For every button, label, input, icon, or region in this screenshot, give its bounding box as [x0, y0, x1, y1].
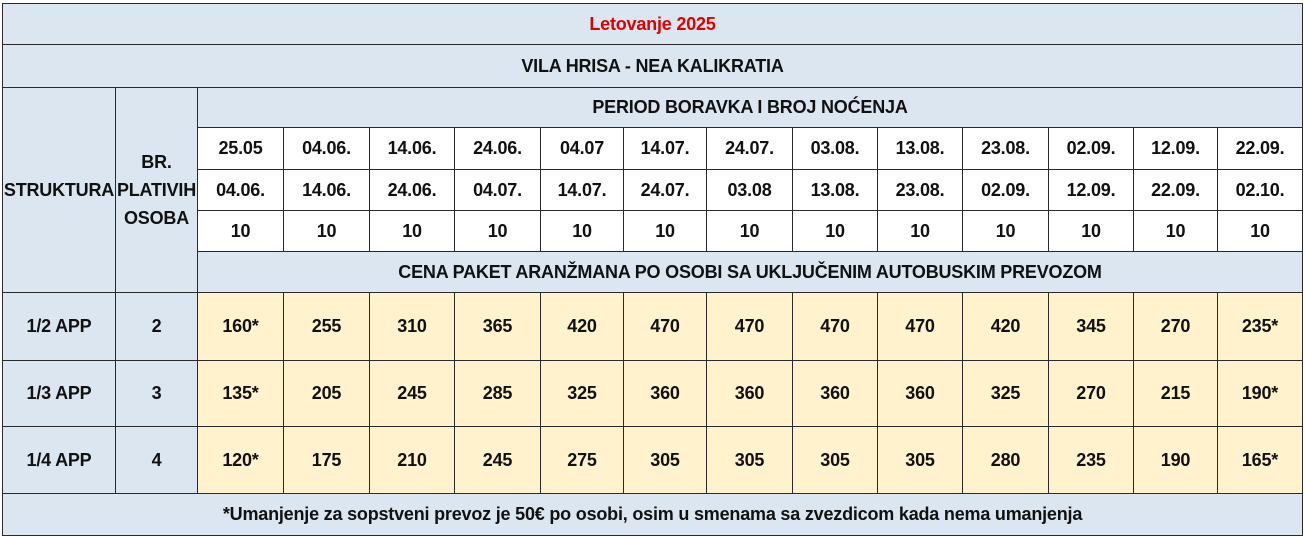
nights-count: 10	[1134, 211, 1218, 252]
price-cell: 345	[1049, 293, 1134, 361]
nights-count: 10	[284, 211, 370, 252]
price-cell: 235	[1049, 427, 1134, 494]
nights-count: 10	[1218, 211, 1303, 252]
price-cell: 270	[1134, 293, 1218, 361]
price-cell: 275	[541, 427, 624, 494]
period-start-date: 23.08.	[963, 128, 1049, 170]
period-end-date: 14.07.	[541, 170, 624, 211]
period-start-date: 04.07	[541, 128, 624, 170]
price-cell: 165*	[1218, 427, 1303, 494]
period-start-date: 02.09.	[1049, 128, 1134, 170]
price-cell: 420	[963, 293, 1049, 361]
price-cell: 245	[370, 361, 455, 427]
room-structure: 1/3 APP	[3, 361, 116, 427]
room-structure: 1/2 APP	[3, 293, 116, 361]
table-row	[3, 427, 1303, 494]
nights-count: 10	[541, 211, 624, 252]
price-header: CENA PAKET ARANŽMANA PO OSOBI SA UKLJUČENIM AUTOBUSKIM PREVOZOM	[198, 252, 1303, 293]
room-structure: 1/4 APP	[3, 427, 116, 494]
period-start-date: 04.06.	[284, 128, 370, 170]
period-end-date: 04.06.	[198, 170, 284, 211]
nights-count: 10	[707, 211, 793, 252]
period-end-date: 03.08	[707, 170, 793, 211]
period-end-date: 12.09.	[1049, 170, 1134, 211]
price-cell: 310	[370, 293, 455, 361]
period-end-date: 14.06.	[284, 170, 370, 211]
price-cell: 135*	[198, 361, 284, 427]
price-cell: 235*	[1218, 293, 1303, 361]
price-cell: 360	[878, 361, 963, 427]
price-cell: 305	[624, 427, 707, 494]
period-end-date: 24.07.	[624, 170, 707, 211]
price-cell: 245	[455, 427, 541, 494]
table-row	[3, 361, 1303, 427]
period-start-date: 14.06.	[370, 128, 455, 170]
hotel-name: VILA HRISA - NEA KALIKRATIA	[3, 45, 1303, 88]
price-cell: 190	[1134, 427, 1218, 494]
price-cell: 470	[793, 293, 878, 361]
period-end-date: 02.09.	[963, 170, 1049, 211]
paying-persons: 3	[116, 361, 198, 427]
price-cell: 205	[284, 361, 370, 427]
nights-count: 10	[793, 211, 878, 252]
nights-count: 10	[1049, 211, 1134, 252]
price-cell: 365	[455, 293, 541, 361]
price-cell: 360	[707, 361, 793, 427]
period-start-date: 24.06.	[455, 128, 541, 170]
nights-count: 10	[455, 211, 541, 252]
paying-persons: 4	[116, 427, 198, 494]
period-end-date: 23.08.	[878, 170, 963, 211]
period-end-date: 04.07.	[455, 170, 541, 211]
price-cell: 190*	[1218, 361, 1303, 427]
period-header: PERIOD BORAVKA I BROJ NOĆENJA	[198, 88, 1303, 128]
price-cell: 280	[963, 427, 1049, 494]
price-cell: 325	[963, 361, 1049, 427]
nights-count: 10	[198, 211, 284, 252]
table-title: Letovanje 2025	[3, 4, 1303, 45]
price-cell: 175	[284, 427, 370, 494]
period-start-date: 24.07.	[707, 128, 793, 170]
period-start-date: 25.05	[198, 128, 284, 170]
nights-count: 10	[624, 211, 707, 252]
price-cell: 360	[624, 361, 707, 427]
price-cell: 160*	[198, 293, 284, 361]
price-cell: 255	[284, 293, 370, 361]
paying-persons: 2	[116, 293, 198, 361]
price-cell: 305	[793, 427, 878, 494]
nights-count: 10	[963, 211, 1049, 252]
persons-header: BR. PLATIVIH OSOBA	[116, 88, 198, 293]
price-cell: 285	[455, 361, 541, 427]
pricing-table	[2, 3, 1303, 536]
price-cell: 215	[1134, 361, 1218, 427]
price-cell: 210	[370, 427, 455, 494]
structure-header: STRUKTURA	[3, 88, 116, 293]
price-cell: 270	[1049, 361, 1134, 427]
price-cell: 470	[878, 293, 963, 361]
price-cell: 305	[878, 427, 963, 494]
table-row	[3, 293, 1303, 361]
price-cell: 120*	[198, 427, 284, 494]
period-end-date: 22.09.	[1134, 170, 1218, 211]
price-cell: 420	[541, 293, 624, 361]
period-start-date: 13.08.	[878, 128, 963, 170]
price-cell: 470	[707, 293, 793, 361]
period-end-date: 13.08.	[793, 170, 878, 211]
nights-count: 10	[370, 211, 455, 252]
period-end-date: 24.06.	[370, 170, 455, 211]
price-cell: 305	[707, 427, 793, 494]
price-cell: 470	[624, 293, 707, 361]
price-cell: 325	[541, 361, 624, 427]
price-cell: 360	[793, 361, 878, 427]
period-end-date: 02.10.	[1218, 170, 1303, 211]
nights-count: 10	[878, 211, 963, 252]
period-start-date: 03.08.	[793, 128, 878, 170]
footnote: *Umanjenje za sopstveni prevoz je 50€ po osobi, osim u smenama sa zvezdicom kada nema umanjenja	[3, 494, 1303, 536]
period-start-date: 14.07.	[624, 128, 707, 170]
period-start-date: 12.09.	[1134, 128, 1218, 170]
period-start-date: 22.09.	[1218, 128, 1303, 170]
